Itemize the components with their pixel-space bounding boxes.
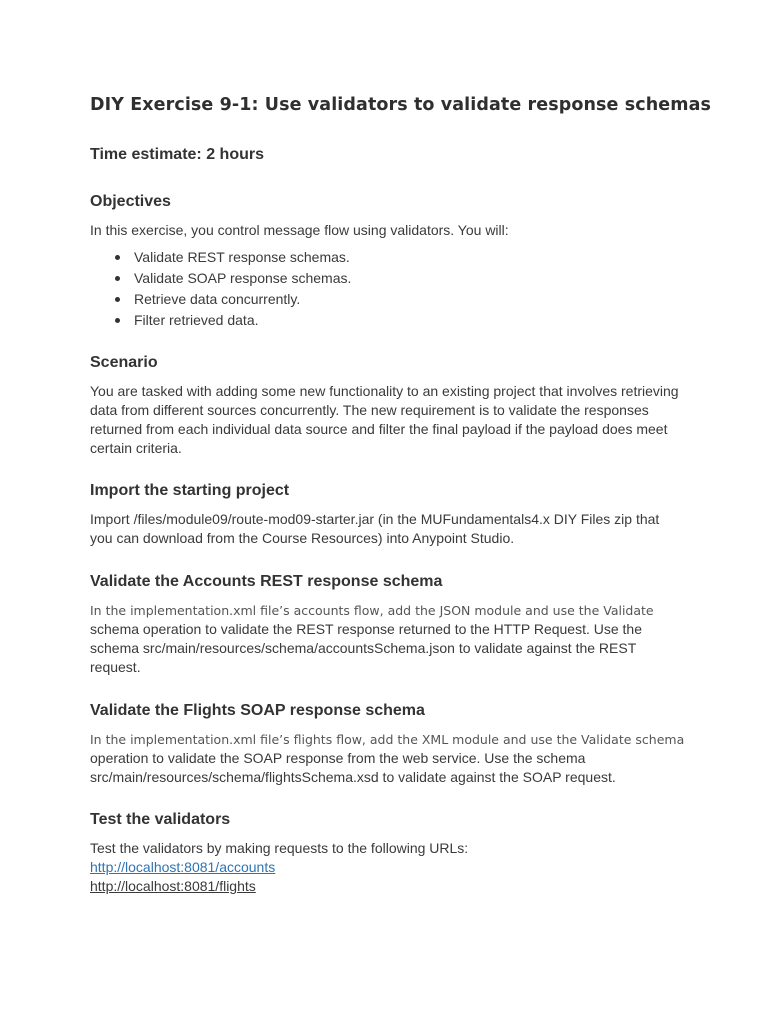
time-estimate: Time estimate: 2 hours [90, 146, 264, 163]
validate-flights-paragraph: In the implementation.xml file’s flights flow, add the XML module and use the Validate schema operation to validate the SOAP response from the web service. Use the schema src/main/resources/schema/flightsSchema.xsd to validate against the SOAP request. [90, 732, 685, 785]
objectives-heading: Objectives [90, 193, 171, 210]
scenario-heading: Scenario [90, 354, 158, 371]
validate-accounts-paragraph: In the implementation.xml file’s accounts flow, add the JSON module and use the Validate schema operation to validate the REST response returned to the HTTP Request. Use the schema src/main/resources/schema/accountsSchema.json to validate against the REST request. [90, 603, 654, 675]
bullet-icon [115, 255, 120, 260]
test-validators-heading: Test the validators [90, 811, 231, 828]
validate-flights-heading: Validate the Flights SOAP response schema [90, 702, 425, 719]
test-validators-paragraph: Test the validators by making requests to the following URLs: http://localhost:8081/accounts http://localhost:8081/flights [90, 839, 690, 896]
list-item: Filter retrieved data. [112, 310, 351, 331]
flights-url-link[interactable]: http://localhost:8081/flights [90, 878, 256, 894]
scenario-paragraph: You are tasked with adding some new functionality to an existing project that involves retrieving data from different sources concurrently. The new requirement is to validate the responses returned from each individual data source and filter the final payload if the payload does meet certain criteria. [90, 383, 679, 456]
document-title: DIY Exercise 9-1: Use validators to validate response schemas [90, 95, 712, 115]
list-item: Validate REST response schemas. [112, 247, 351, 268]
import-paragraph: Import /files/module09/route-mod09-starter.jar (in the MUFundamentals4.x DIY Files zip that you can download from the Course Resources) into Anypoint Studio. [90, 511, 660, 546]
accounts-url-link[interactable]: http://localhost:8081/accounts [90, 859, 276, 875]
list-item: Validate SOAP response schemas. [112, 268, 351, 289]
objectives-intro: In this exercise, you control message flow using validators. You will: [90, 222, 509, 238]
validate-accounts-heading: Validate the Accounts REST response schema [90, 573, 443, 590]
list-item: Retrieve data concurrently. [112, 289, 351, 310]
bullet-icon [115, 318, 120, 323]
bullet-icon [115, 276, 120, 281]
bullet-icon [115, 297, 120, 302]
import-heading: Import the starting project [90, 482, 290, 499]
objectives-list [112, 247, 351, 331]
